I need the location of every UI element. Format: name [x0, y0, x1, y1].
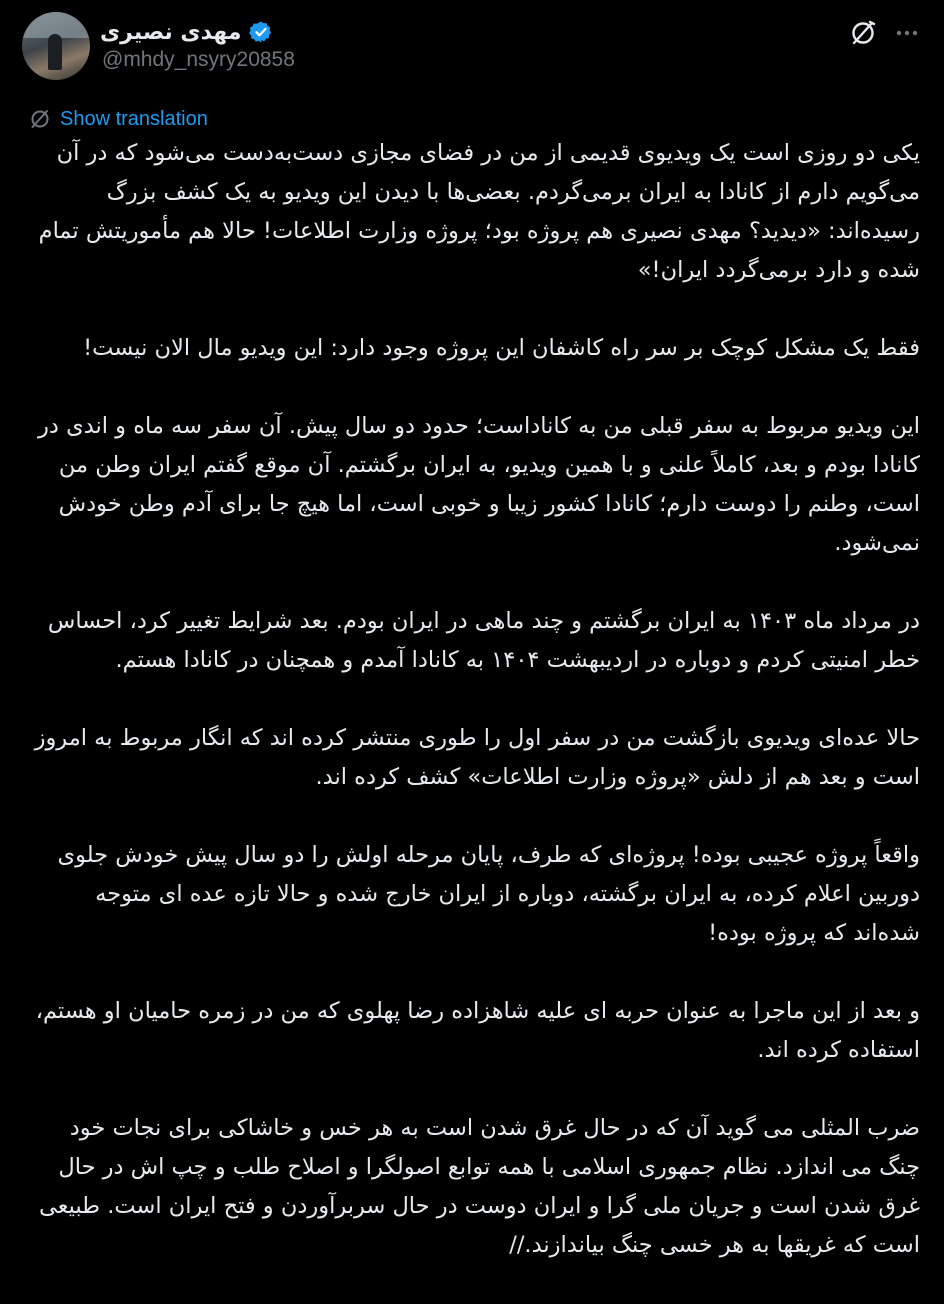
post-paragraph: حالا عده‌ای ویدیوی بازگشت من در سفر اول را طوری منتشر کرده اند که انگار مربوط به امروز است و بعد هم از دلش «پروژه وزارت اطلاعات» کشف کرده اند. — [34, 725, 920, 790]
grok-translate-icon — [28, 107, 52, 131]
post-paragraph: فقط یک مشکل کوچک بر سر راه کاشفان این پروژه وجود دارد: این ویدیو مال الان نیست! — [83, 335, 920, 361]
author-handle[interactable]: @mhdy_nsyry20858 — [102, 48, 295, 71]
post-paragraph: یکی دو روزی است یک ویدیوی قدیمی از من در فضای مجازی دست‌به‌دست می‌شود که در آن می‌گویم دارم از کانادا به ایران برمی‌گردم. بعضی‌ها با دیدن این ویدیو به یک کشف بزرگ رسیده‌اند: «دیدید؟ مهدی نصیری هم پروژه بود؛ پروژه وزارت اطلاعات! حالا هم مأموریتش تمام شده و دارد برمی‌گردد ایران!» — [38, 140, 920, 283]
author-name-row[interactable] — [100, 14, 273, 50]
show-translation-link[interactable]: Show translation — [60, 107, 208, 130]
post-paragraph: در مرداد ماه ۱۴۰۳ به ایران برگشتم و چند ماهی در ایران بودم. بعد شرایط تغییر کرد، احساس خطر امنیتی کردم و دوباره در اردیبهشت ۱۴۰۴ به کانادا آمدم و همچنان در کانادا هستم. — [47, 608, 920, 673]
verified-badge-icon — [249, 20, 273, 44]
grok-icon[interactable] — [848, 18, 878, 48]
post-paragraph: واقعاً پروژه عجیبی بوده! پروژه‌ای که طرف، پایان مرحله اولش را دو سال پیش خودش جلوی دوربین اعلام کرده، به ایران برگشته، دوباره از ایران خارج شده و حالا تازه عده ای متوجه شده‌اند که پروژه بوده! — [57, 842, 920, 946]
avatar[interactable] — [22, 12, 90, 80]
post-header — [0, 0, 944, 90]
post-paragraph: ضرب المثلی می گوید آن که در حال غرق شدن است به هر خس و خاشاکی برای نجات خود چنگ می اندازد. نظام جمهوری اسلامی با همه توابع اصولگرا و اصلاح طلب و چپ اش در حال غرق شدن است و جریان ملی گرا و ایران دوست در حال سربرآوردن و فتح ایران است. طبیعی است که غریقها به هر خسی چنگ بیاندازند.// — [38, 1115, 920, 1258]
show-translation-row[interactable] — [28, 104, 208, 134]
post-paragraph: این ویدیو مربوط به سفر قبلی من به کاناداست؛ حدود دو سال پیش. آن سفر سه ماه و اندی در کانادا بودم و بعد، کاملاً علنی و با همین ویدیو، به ایران برگشتم. آن موقع گفتم ایران وطن من است، وطنم را دوست دارم؛ کانادا کشور زیبا و خوبی است، اما هیچ جا برای آدم وطن خودش نمی‌شود. — [38, 413, 920, 556]
post-text — [24, 134, 920, 1304]
post-paragraph: و بعد از این ماجرا به عنوان حربه ای علیه شاهزاده رضا پهلوی که من در زمره حامیان او هستم، استفاده کرده اند. — [35, 998, 920, 1063]
more-icon[interactable] — [892, 18, 922, 48]
author-display-name[interactable]: مهدی نصیری — [100, 19, 242, 45]
